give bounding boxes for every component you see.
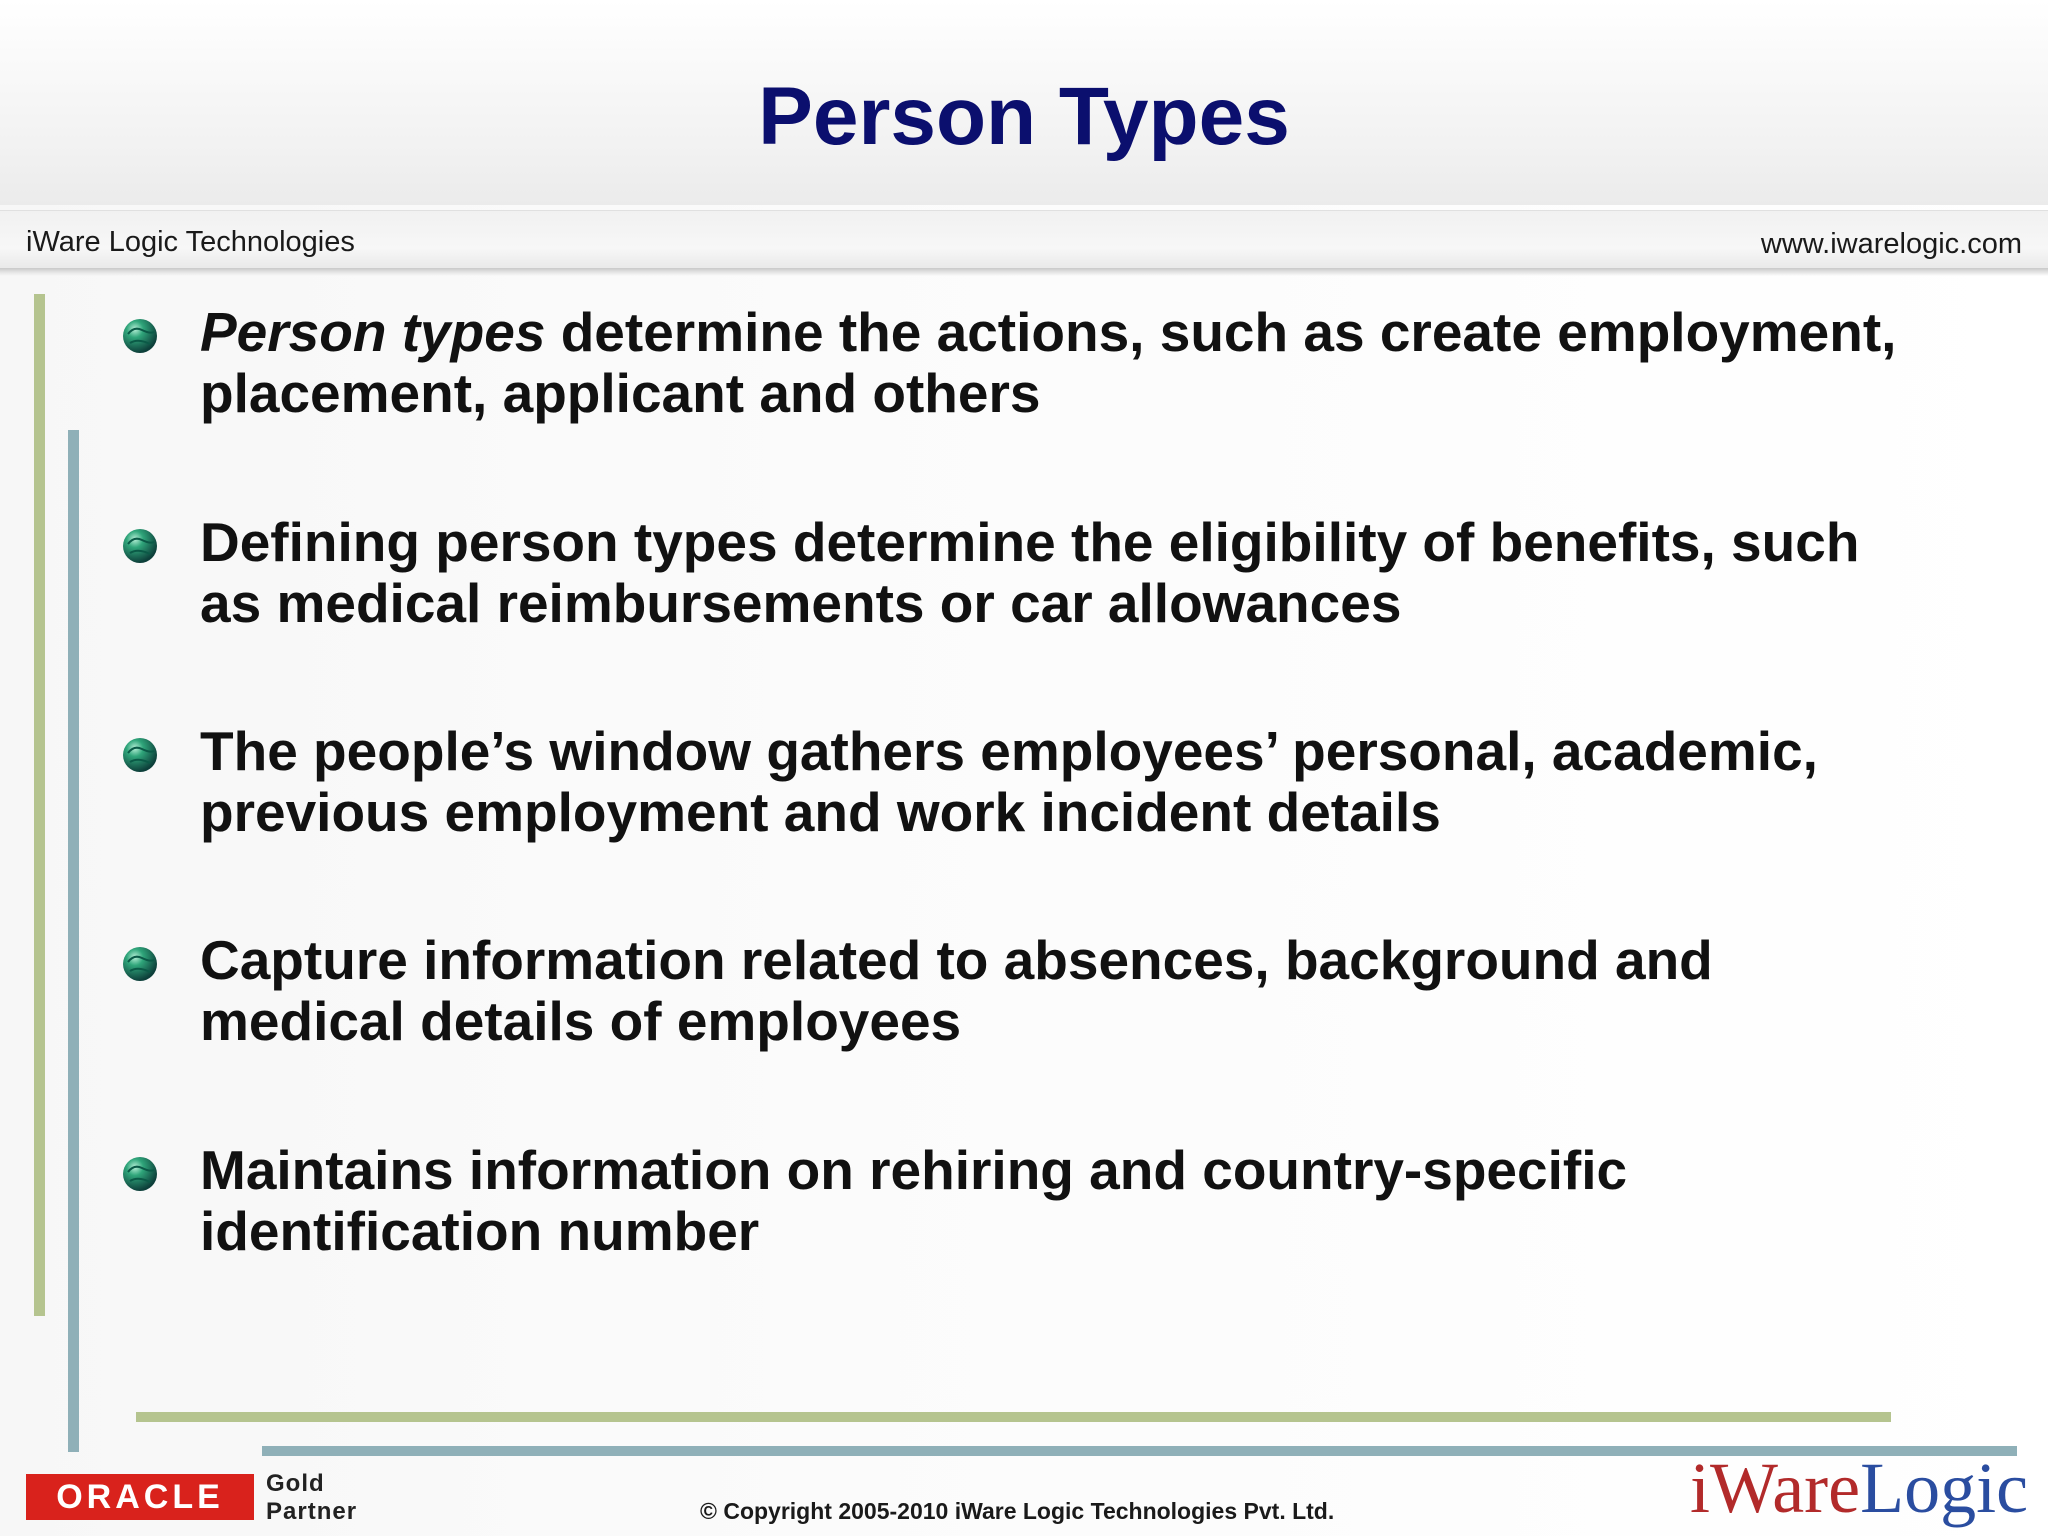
globe-bullet-icon: [120, 316, 160, 356]
decor-horizontal-bar-green: [136, 1412, 1891, 1422]
globe-bullet-icon: [120, 526, 160, 566]
company-name: iWare Logic Technologies: [26, 226, 355, 258]
logo-part-logic: Logic: [1860, 1448, 2029, 1528]
website-link[interactable]: www.iwarelogic.com: [1760, 228, 2022, 260]
globe-bullet-icon: [120, 944, 160, 984]
iwarelogic-logo: [1690, 1448, 2028, 1528]
logo-part-iware: iWare: [1690, 1448, 1861, 1528]
globe-bullet-icon: [120, 735, 160, 775]
slide-title: Person Types: [758, 71, 1290, 162]
bullet-text: [200, 302, 1900, 424]
globe-bullet-icon: [120, 1154, 160, 1194]
copyright-notice: © Copyright 2005-2010 iWare Logic Technologies Pvt. Ltd.: [700, 1498, 1335, 1524]
oracle-logo: [26, 1474, 254, 1520]
partner-badge: [266, 1470, 357, 1526]
bullet-text: Capture information related to absences, background and medical details of employees: [200, 929, 1713, 1052]
partner-line-partner: Partner: [266, 1498, 358, 1525]
bullet-italic-lead: Person types: [200, 301, 546, 363]
bullet-text: Maintains information on rehiring and country-specific identification number: [200, 1139, 1628, 1262]
bullet-text: Defining person types determine the eligibility of benefits, such as medical reimbursements or car allowances: [200, 511, 1860, 634]
bullet-body: determine the actions, such as create employment, placement, applicant and others: [200, 301, 1897, 424]
bullet-text: The people’s window gathers employees’ personal, academic, previous employment and work incident details: [200, 720, 1818, 843]
oracle-logo-text: ORACLE: [56, 1478, 224, 1516]
partner-line-gold: Gold: [266, 1470, 325, 1497]
